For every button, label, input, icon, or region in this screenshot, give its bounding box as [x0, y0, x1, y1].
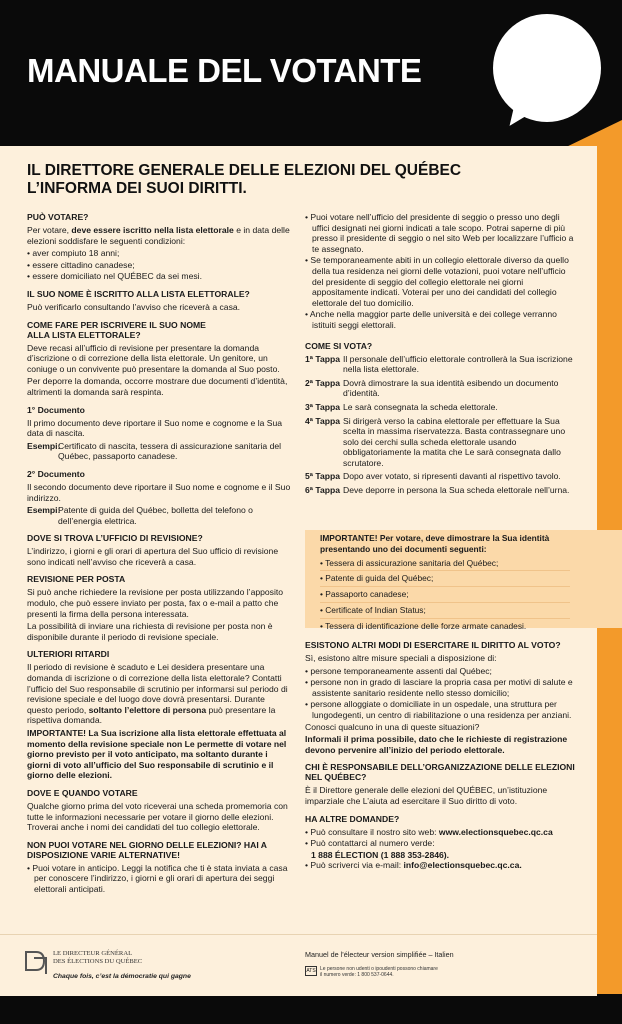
section-title: ULTERIORI RITARDI [27, 649, 110, 660]
section-title: ESISTONO ALTRI MODI DI ESERCITARE IL DIRITTO AL VOTO? [305, 640, 561, 650]
paragraph: L’indirizzo, i giorni e gli orari di apertura del Suo ufficio di revisione sono indicati nell’avviso che riceverà a casa. [27, 546, 279, 567]
dgeq-logo-icon [22, 948, 50, 976]
logo-text: LE DIRECTEUR GÉNÉRAL DES ÉLECTIONS DU QUÉBEC [53, 950, 143, 965]
section-title: 2° Documento [27, 468, 85, 479]
section-title: HA ALTRE DOMANDE? [305, 813, 400, 824]
list-item: • Se temporaneamente abiti in un collegio elettorale diverso da quello della tua residenza nei giorni delle votazioni, puoi votare nell’ufficio del presidente di seggio del collegio elettorale nei giorni appositamente indicati. Voterai per uno dei candidati del collegio elettorale del tuo domicilio. [305, 255, 569, 308]
paragraph: Si può anche richiedere la revisione per posta utilizzando l’apposito modulo, che può essere inviato per posta, fax o e-mail a patto che presenti la firma della persona interessata. [27, 587, 284, 619]
headline [27, 162, 567, 198]
section-title: CHI È RESPONSABILE DELL’ORGANIZZAZIONE DELLE ELEZIONI NEL QUÉBEC? [305, 762, 575, 783]
example-row: Esempi: Certificato di nascita, tessera di assicurazione sanitaria del Québec, passaporto canadese. [27, 440, 282, 462]
section-title: PUÒ VOTARE? [27, 212, 89, 222]
email-link[interactable]: info@electionsquebec.qc.ca. [403, 860, 522, 871]
step-row: 4ª Tappa Si dirigerà verso la cabina elettorale per effettuare la Sua scelta in massima riservatezza. Basta contrassegnare uno solo dei cerchi sulla scheda elettorale usando obbligatoriamente la matita che Le sarà consegnata dallo scrutatore. [305, 415, 566, 468]
section-title: DOVE SI TROVA L’UFFICIO DI REVISIONE? [27, 533, 203, 544]
section-title: 1° Documento [27, 404, 85, 415]
section-title: IL SUO NOME È ISCRITTO ALLA LISTA ELETTORALE? [27, 288, 250, 299]
paragraph: Il primo documento deve riportare il Suo nome e cognome e la Sua data di nascita. [27, 417, 283, 439]
website-link[interactable]: www.electionsquebec.qc.ca [438, 826, 553, 837]
step-row: 3ª Tappa Le sarà consegnata la scheda elettorale. [305, 401, 498, 412]
list-item: • persone temporaneamente assenti dal Québec; [305, 665, 492, 676]
right-column [305, 212, 575, 499]
headline-line-2: L’INFORMA DEI SUOI DIRITTI. [27, 180, 247, 197]
paragraph: Il periodo di revisione è scaduto e Lei desidera presentare una domanda di iscrizione o di correzione della lista elettorale? Contatti l’ufficio del Suo responsabile di scrutinio per informarsi sul periodo di revisione speciale e del luogo dove dovrà presentarsi. Durante questo periodo, soltanto l’elettore di persona può presentare la rispettiva domanda. [27, 662, 288, 726]
paragraph: È il Direttore generale delle elezioni del QUÉBEC, un’istituzione imparziale che L’aiuta ad esercitare il Suo diritto di voto. [305, 785, 548, 806]
list-item: • Certificate of Indian Status; [320, 605, 570, 619]
page-title: MANUALE DEL VOTANTE [27, 52, 422, 89]
section-title: COME FARE PER ISCRIVERE IL SUO NOME ALLA LISTA ELETTORALE? [27, 319, 206, 340]
list-item: • Tessera di identificazione delle forze armate canadesi. [320, 620, 527, 631]
list-item: • Patente di guida del Québec; [320, 573, 570, 587]
example-row: Esempi: Patente di guida del Québec, bolletta del telefono o dell’energia elettrica. [27, 505, 253, 526]
phone-item: • Può contattarci al numero verde: [305, 838, 435, 849]
tty-icon: ATS [306, 968, 316, 974]
speech-bubble-icon [493, 14, 601, 122]
paragraph: Informali il prima possibile, dato che le richieste di registrazione devono pervenire all’inizio del periodo elettorale. [305, 734, 568, 755]
list-item: • persone alloggiate o domiciliate in un ospedale, una struttura per lungodegenti, un centro di riabilitazione o una residenza per anziani. [305, 699, 572, 720]
section-title: COME SI VOTA? [305, 340, 373, 351]
step-row: 6ª Tappa Deve deporre in persona la Sua scheda elettorale nell’urna. [305, 485, 570, 496]
list-item: • essere domiciliato nel QUÉBEC da sei mesi. [27, 271, 202, 282]
list-item: • Puoi votare in anticipo. Leggi la notifica che ti è stata inviata a casa per conoscere l’indirizzo, i giorni e gli orari di apertura dei seggi elettorali anticipati. [27, 862, 288, 894]
section-title: REVISIONE PER POSTA [27, 574, 126, 585]
section-title: NON PUOI VOTARE NEL GIORNO DELLE ELEZIONI? HAI A DISPOSIZIONE VARIE ALTERNATIVE! [27, 839, 267, 860]
right-column-lower [305, 640, 575, 872]
list-item: • Puoi votare nell’ufficio del presidente di seggio o presso uno degli uffici designati nei giorni indicati a tale scopo. Potrai saperne di più presso il presidente di seggio o nel sito Web per localizzare l’ufficio a te assegnato. [305, 212, 574, 254]
hearing-impaired-note: Le persone non udenti o ipoudenti possono chiamare il numero verde: 1 800 537-0644. [320, 966, 438, 978]
bottom-band [0, 996, 622, 1024]
paragraph: Deve recasi all’ufficio di revisione per presentare la domanda d’iscrizione o di correzione della lista elettorale. Un genitore, un coniuge o un convivente può presentare la domanda al Suo posto. [27, 342, 280, 374]
paragraph: Qualche giorno prima del voto riceverai una scheda promemoria con tutte le informazioni necessarie per votare il giorno delle elezioni. Troverai anche i nomi dei candidati del tuo collegio elettorale. [27, 800, 288, 833]
section-title: DOVE E QUANDO VOTARE [27, 787, 138, 798]
left-column [27, 212, 292, 896]
step-row: 1ª Tappa Il personale dell’ufficio elettorale controllerà la Sua iscrizione nella lista elettorale. [305, 353, 573, 375]
website-item: • Può consultare il nostro sito web: www.electionsquebec.qc.ca [305, 826, 553, 837]
list-item: • essere cittadino canadese; [27, 259, 135, 270]
paragraph: La possibilità di inviare una richiesta di revisione per posta non è disponibile durante il periodo di revisione speciale. [27, 621, 273, 642]
paragraph: Sì, esistono altre misure speciali a disposizione di: [305, 653, 497, 663]
important-note: IMPORTANTE! La Sua iscrizione alla lista elettorale effettuata al momento della revisione speciale non Le permette di votare nel giorno previsto per il voto anticipato, ma soltanto durante i giorni di voto all’ufficio del Suo responsabile di scrutinio e il giorno delle elezioni. [27, 728, 287, 781]
important-title: IMPORTANTE! Per votare, deve dimostrare la Sua identità presentando uno dei documenti seguenti: [320, 533, 550, 554]
email-item: • Può scriverci via e-mail: info@electionsquebec.qc.ca. [305, 860, 522, 871]
paragraph: Per votare, deve essere iscritto nella lista elettorale e in data delle elezioni soddisfare le seguenti condizioni: [27, 225, 290, 246]
headline-line-1: IL DIRETTORE GENERALE DELLE ELEZIONI DEL QUÉBEC [27, 162, 462, 179]
list-item: • Anche nella maggior parte delle università e dei college verranno istituiti seggi elettorali. [305, 309, 557, 330]
step-row: 5ª Tappa Dopo aver votato, si ripresenti davanti al rispettivo tavolo. [305, 471, 561, 482]
paragraph: Conosci qualcuno in una di queste situazioni? [305, 721, 480, 732]
list-item: • Tessera di assicurazione sanitaria del Québec; [320, 558, 570, 572]
list-item: • Passaporto canadese; [320, 589, 570, 603]
phone-number[interactable]: 1 888 ÉLECTION (1 888 353-2846). [311, 849, 450, 860]
list-item: • persone non in grado di lasciare la propria casa per motivi di salute e assistente sanitario residente nello stesso domicilio; [305, 677, 573, 698]
paragraph: Può verificarlo consultando l’avviso che riceverà a casa. [27, 301, 241, 312]
list-item: • aver compiuto 18 anni; [27, 248, 120, 259]
footer [0, 934, 597, 996]
tagline: Chaque fois, c’est la démocratie qui gagne [53, 973, 191, 980]
manual-version: Manuel de l’électeur version simplifiée – Italien [305, 950, 454, 959]
important-content [320, 533, 570, 636]
paragraph: Per deporre la domanda, occorre mostrare due documenti d’identità, altrimenti la domanda sarà respinta. [27, 376, 288, 397]
step-row: 2ª Tappa Dovrà dimostrare la sua identità esibendo un documento d’identità. [305, 377, 559, 399]
paragraph: Il secondo documento deve riportare il Suo nome e cognome e il Suo indirizzo. [27, 481, 291, 503]
